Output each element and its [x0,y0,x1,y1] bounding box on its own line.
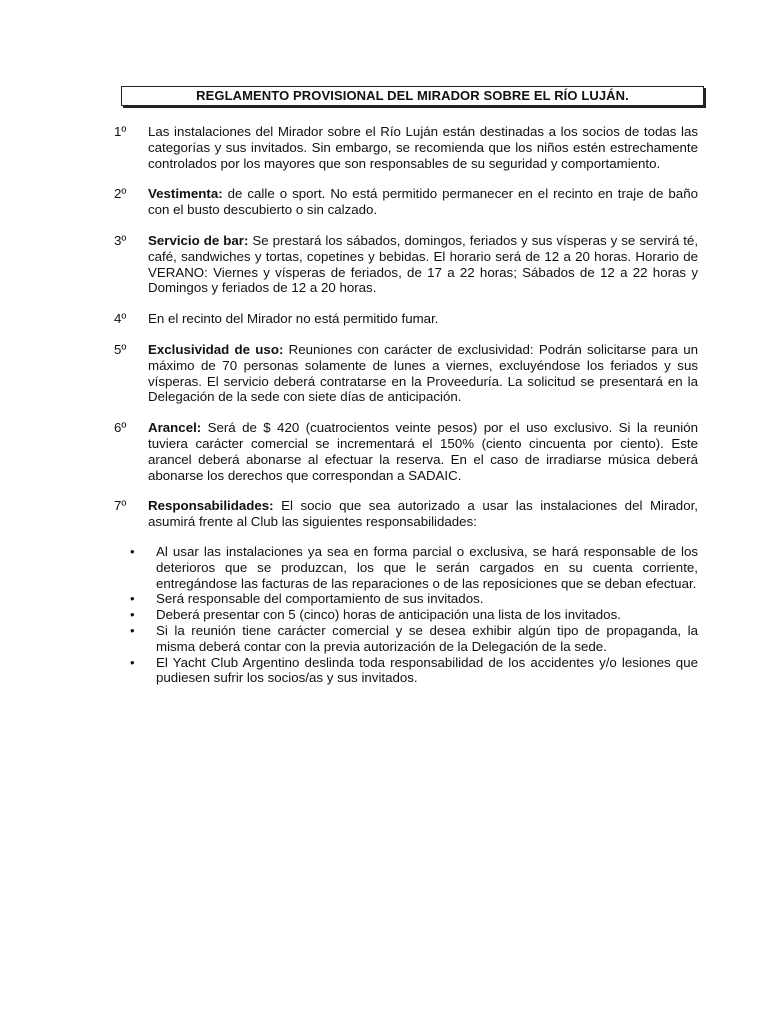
rule-body [148,186,698,218]
rule-item [114,233,698,296]
rule-item [114,498,698,530]
bullet-text: Será responsable del comportamiento de sus invitados. [156,591,484,607]
rule-text: Será de $ 420 (cuatrocientos veinte pesos) por el uso exclusivo. Si la reunión tuviera carácter comercial se incrementará el 150% (ciento cincuenta por ciento). Este arancel deberá abonarse al efectuar la reserva. En el caso de irradiarse música deberá abonarse los derechos que correspondan a SADAIC. [148,420,698,483]
rule-text: En el recinto del Mirador no está permitido fumar. [148,311,439,327]
bullet-text: Al usar las instalaciones ya sea en forma parcial o exclusiva, se hará responsable de los deterioros que se produzcan, los que le serán cargados en su cuenta corriente, entregándose las facturas de las reparaciones o de las reposiciones que se deban efectuar. [156,543,698,591]
rule-item [114,311,698,327]
bullet-icon: • [130,654,135,670]
rule-heading: Servicio de bar: [148,232,249,248]
responsibilities-list [130,544,698,686]
rule-text: El socio que sea autorizado a usar las instalaciones del Mirador, asumirá frente al Club las siguientes responsabilidades: [148,498,698,530]
rule-text: de calle o sport. No está permitido permanecer en el recinto en traje de baño con el busto descubierto o sin calzado. [148,186,698,218]
rule-heading: Responsabilidades: [148,498,274,514]
list-item [130,623,698,655]
rule-number: 3º [114,232,127,248]
list-item [130,655,698,687]
rules-list [114,124,698,686]
rule-body [148,233,698,296]
rule-text: Reuniones con carácter de exclusividad: Podrán solicitarse para un máximo de 70 personas solamente de lunes a viernes, excluyéndose los feriados y sus vísperas. El servicio deberá contratarse en la Proveeduría. La solicitud se presentará en la Delegación de la sede con siete días de anticipación. [148,341,698,405]
rule-number: 4º [114,311,127,327]
rule-item [114,342,698,405]
bullet-icon: • [130,622,135,638]
list-item [130,544,698,591]
rule-body [148,420,698,483]
rule-heading: Exclusividad de uso: [148,341,284,357]
bullet-icon: • [130,591,135,607]
rule-heading: Vestimenta: [148,186,223,202]
rule-item [114,124,698,171]
rule-item [114,186,698,218]
list-item [130,607,698,623]
list-item [130,591,698,607]
rule-body [148,498,698,530]
rule-number: 2º [114,186,127,202]
rule-text: Se prestará los sábados, domingos, feriados y sus vísperas y se servirá té, café, sandwiches y tortas, copetines y bebidas. El horario será de 12 a 20 horas. Horario de VERANO: Viernes y vísperas de feriados, de 17 a 22 horas; Sábados de 12 a 22 horas y Domingos y feriados de 12 a 20 horas. [148,232,699,296]
rule-text: Las instalaciones del Mirador sobre el Río Luján están destinadas a los socios de todas las categorías y sus invitados. Sin embargo, se recomienda que los niños estén estrechamente controlados por los mayores que son responsables de su seguridad y comportamiento. [148,124,698,171]
rule-number: 7º [114,498,127,514]
rule-body [148,124,698,171]
rule-body [148,342,698,405]
rule-number: 6º [114,420,127,436]
bullet-icon: • [130,543,135,559]
bullet-text: Si la reunión tiene carácter comercial y se desea exhibir algún tipo de propaganda, la misma deberá contar con la previa autorización de la Delegación de la sede. [156,622,698,654]
bullet-text: Deberá presentar con 5 (cinco) horas de anticipación una lista de los invitados. [156,607,621,623]
bullet-icon: • [130,607,135,623]
rule-number: 1º [114,124,127,139]
bullet-text: El Yacht Club Argentino deslinda toda responsabilidad de los accidentes y/o lesiones que pudiesen sufrir los socios/as y sus invitados. [156,654,698,686]
rule-item [114,420,698,483]
document-title: REGLAMENTO PROVISIONAL DEL MIRADOR SOBRE EL RÍO LUJÁN. [121,86,704,106]
rule-heading: Arancel: [148,420,202,436]
rule-number: 5º [114,341,127,357]
rule-body [148,311,698,327]
